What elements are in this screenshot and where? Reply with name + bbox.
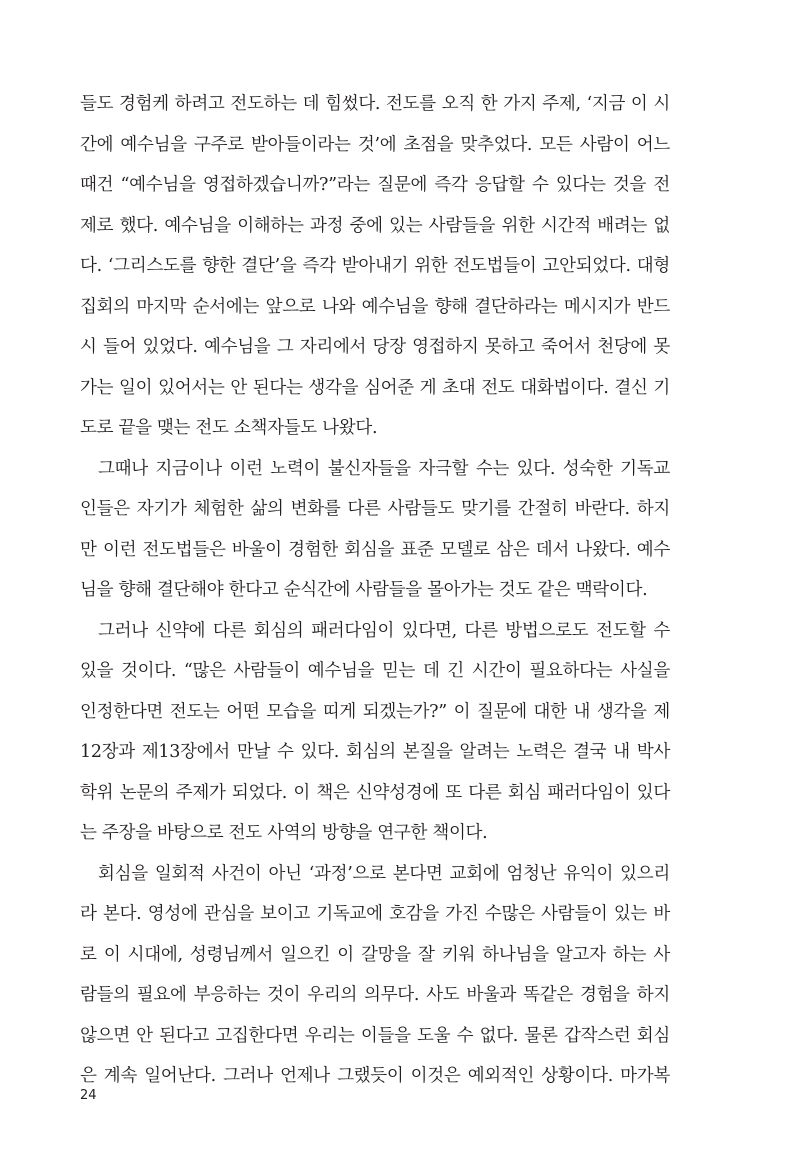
text-line: 들도 경험케 하려고 전도하는 데 힘썼다. 전도를 오직 한 가지 주제, ‘지금 이 시 [80, 94, 670, 114]
text-line: 않으면 안 된다고 고집한다면 우리는 이들을 도울 수 없다. 물론 갑작스런 회심 [80, 1025, 670, 1046]
text-line: 라 본다. 영성에 관심을 보이고 기독교에 호감을 가진 수많은 사람들이 있는 바 [80, 904, 670, 924]
text-line: 때건 “예수님을 영접하겠습니까?”라는 질문에 즉각 응답할 수 있다는 것을 전 [80, 175, 670, 195]
text-line: 학위 논문의 주제가 되었다. 이 책은 신약성경에 또 다른 회심 패러다임이 있다 [80, 782, 670, 803]
text-line: 은 계속 일어난다. 그러나 언제나 그랬듯이 이것은 예외적인 상황이다. 마가복 [80, 1066, 670, 1086]
paragraph-start-line: 그러나 신약에 다른 회심의 패러다임이 있다면, 다른 방법으로도 전도할 수 [98, 620, 670, 641]
text-line: 12장과 제13장에서 만날 수 있다. 회심의 본질을 알려는 노력은 결국 내 박사 [80, 742, 670, 762]
text-line: 있을 것이다. “많은 사람들이 예수님을 믿는 데 긴 시간이 필요하다는 사실을 [80, 661, 670, 681]
text-line: 다. ‘그리스도를 향한 결단’을 즉각 받아내기 위한 전도법들이 고안되었다. 대형 [80, 256, 670, 276]
text-line: 집회의 마지막 순서에는 앞으로 나와 예수님을 향해 결단하라는 메시지가 반드 [80, 296, 670, 317]
text-line: 제로 했다. 예수님을 이해하는 과정 중에 있는 사람들을 위한 시간적 배려는 없 [80, 215, 670, 236]
text-line: 인정한다면 전도는 어떤 모습을 띠게 되겠는가?” 이 질문에 대한 내 생각을 제 [80, 701, 670, 722]
text-line: 로 이 시대에, 성령님께서 일으킨 이 갈망을 잘 키워 하나님을 알고자 하는 사 [80, 944, 670, 965]
paragraph-start-line: 그때나 지금이나 이런 노력이 불신자들을 자극할 수는 있다. 성숙한 기독교 [98, 458, 670, 479]
text-line: 시 들어 있었다. 예수님을 그 자리에서 당장 영접하지 못하고 죽어서 천당에 못 [80, 337, 670, 357]
paragraph-start-line: 회심을 일회적 사건이 아닌 ‘과정’으로 본다면 교회에 엄청난 유익이 있으리 [98, 863, 670, 884]
paragraph-end-line: 님을 향해 결단해야 한다고 순식간에 사람들을 몰아가는 것도 같은 맥락이다. [80, 580, 648, 600]
paragraph-end-line: 도로 끝을 맺는 전도 소책자들도 나왔다. [80, 418, 378, 438]
body-text [80, 84, 670, 1097]
text-line: 인들은 자기가 체험한 삶의 변화를 다른 사람들도 맞기를 간절히 바란다. 하지 [80, 499, 670, 519]
page-number: 24 [80, 1088, 97, 1103]
text-line: 간에 예수님을 구주로 받아들이라는 것’에 초점을 맞추었다. 모든 사람이 어느 [80, 134, 670, 155]
paragraph-end-line: 는 주장을 바탕으로 전도 사역의 방향을 연구한 책이다. [80, 823, 488, 843]
text-line: 람들의 필요에 부응하는 것이 우리의 의무다. 사도 바울과 똑같은 경험을 하지 [80, 985, 670, 1005]
text-line: 가는 일이 있어서는 안 된다는 생각을 심어준 게 초대 전도 대화법이다. 결신 기 [80, 377, 670, 398]
text-line: 만 이런 전도법들은 바울이 경험한 회심을 표준 모델로 삼은 데서 나왔다. 예수 [80, 539, 670, 560]
